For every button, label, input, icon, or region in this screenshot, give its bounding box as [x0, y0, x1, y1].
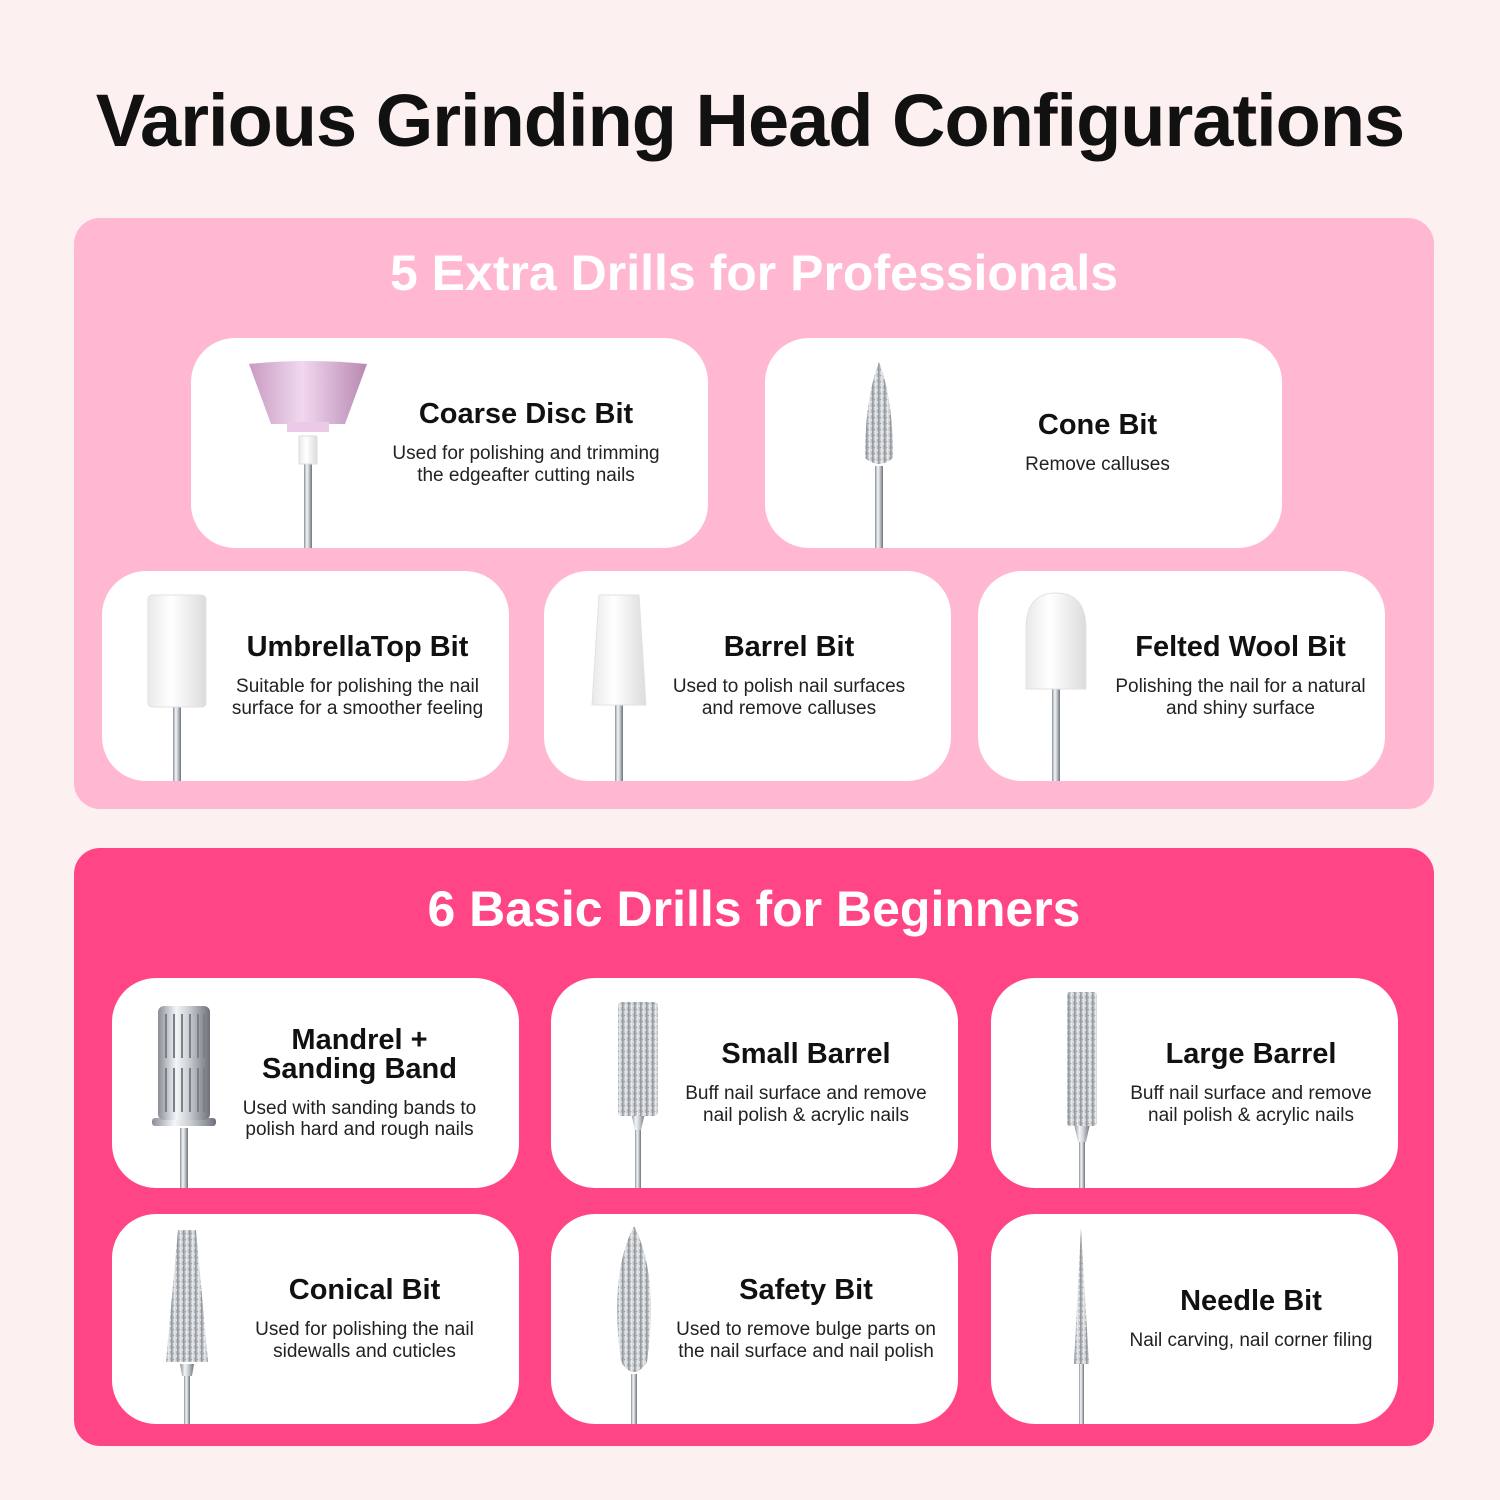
- cone-bit-icon: [765, 338, 965, 548]
- professional-section: [74, 218, 1434, 809]
- felted-wool-bit-icon: [978, 571, 1118, 781]
- bit-card-felted-wool: [978, 571, 1385, 781]
- bit-name: Conical Bit: [288, 1274, 441, 1307]
- bit-name: UmbrellaTop Bit: [246, 631, 469, 664]
- bit-name: Needle Bit: [1180, 1284, 1322, 1317]
- page-title: Various Grinding Head Configurations: [95, 79, 1405, 162]
- bit-name: Safety Bit: [739, 1274, 873, 1307]
- coarse-disc-bit-icon: [191, 338, 391, 548]
- professional-section-title: 5 Extra Drills for Professionals: [389, 245, 1119, 301]
- bit-card-coarse-disc: [191, 338, 708, 548]
- bit-card-cone: [765, 338, 1282, 548]
- bit-card-small-barrel: [551, 978, 958, 1188]
- bit-name: Cone Bit: [1037, 408, 1158, 441]
- bit-description: Used to remove bulge parts on the nail surface and nail polish: [676, 1319, 936, 1362]
- bit-description: Buff nail surface and remove nail polish & acrylic nails: [685, 1083, 927, 1126]
- bit-card-needle: [991, 1214, 1398, 1424]
- bit-card-mandrel: [112, 978, 519, 1188]
- bit-description: Used to polish nail surfaces and remove calluses: [672, 676, 906, 719]
- bit-card-barrel: [544, 571, 951, 781]
- bit-description: Used with sanding bands to polish hard and rough nails: [242, 1097, 477, 1140]
- bit-card-safety: [551, 1214, 958, 1424]
- beginner-section: [74, 848, 1434, 1446]
- large-barrel-bit-icon: [991, 978, 1131, 1188]
- bit-name: Felted Wool Bit: [1135, 631, 1346, 664]
- bit-description: Remove calluses: [1025, 453, 1170, 475]
- bit-description: Nail carving, nail corner filing: [1129, 1329, 1373, 1351]
- bit-card-large-barrel: [991, 978, 1398, 1188]
- bit-name: Large Barrel: [1165, 1038, 1337, 1071]
- bit-name: Coarse Disc Bit: [418, 398, 634, 431]
- bit-card-conical: [112, 1214, 519, 1424]
- bit-description: Polishing the nail for a natural and shiny surface: [1115, 676, 1366, 719]
- bit-name: Mandrel + Sanding Band: [262, 1023, 457, 1085]
- bit-description: Used for polishing the nail sidewalls and cuticles: [255, 1319, 474, 1362]
- small-barrel-bit-icon: [551, 978, 691, 1188]
- bit-card-umbrella-top: [102, 571, 509, 781]
- needle-bit-icon: [991, 1214, 1131, 1424]
- beginner-section-title: 6 Basic Drills for Beginners: [427, 881, 1081, 937]
- bit-name: Small Barrel: [721, 1038, 891, 1071]
- bit-description: Suitable for polishing the nail surface for a smoother feeling: [231, 676, 484, 719]
- bit-name: Barrel Bit: [723, 631, 855, 664]
- bit-description: Used for polishing and trimming the edgeafter cutting nails: [392, 443, 660, 486]
- bit-description: Buff nail surface and remove nail polish & acrylic nails: [1130, 1083, 1372, 1126]
